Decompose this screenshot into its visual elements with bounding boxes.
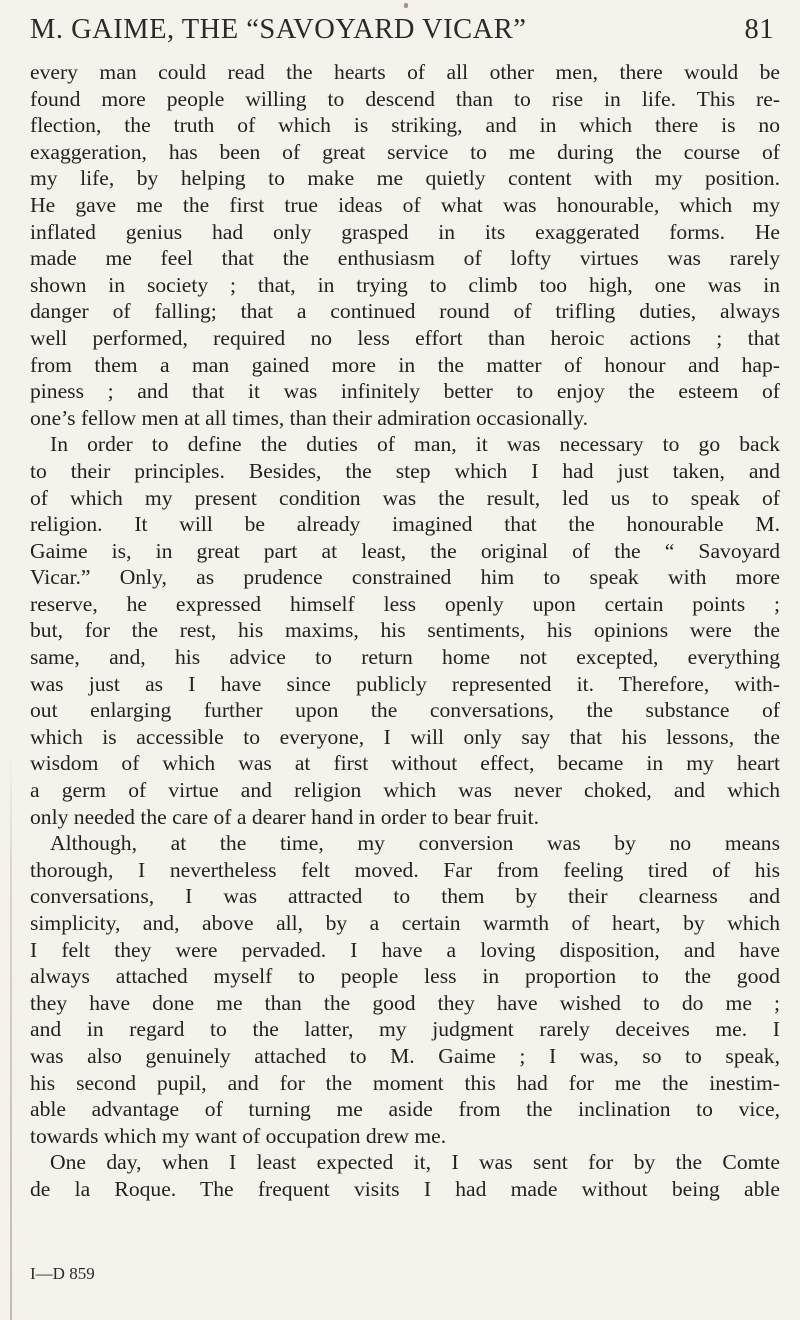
text-line: shown in society ; that, in trying to climb too high, one was in	[30, 272, 780, 297]
text-line: and in regard to the latter, my judgment rarely deceives me. I	[30, 1017, 780, 1042]
text-line: was also genuinely attached to M. Gaime ; I was, so to speak,	[30, 1043, 780, 1068]
text-line: to their principles. Besides, the step which I had just taken, and	[30, 458, 780, 483]
text-line: his second pupil, and for the moment this had for me the inestim-	[30, 1070, 780, 1095]
text-line: Vicar.” Only, as prudence constrained him to speak with more	[30, 565, 780, 590]
text-line: out enlarging further upon the conversations, the substance of	[30, 698, 780, 723]
text-line: made me feel that the enthusiasm of lofty virtues was rarely	[30, 246, 780, 271]
text-line: my life, by helping to make me quietly content with my position.	[30, 166, 780, 191]
text-line: but, for the rest, his maxims, his sentiments, his opinions were the	[30, 618, 780, 643]
text-line: a germ of virtue and religion which was never choked, and which	[30, 778, 780, 803]
text-line: exaggeration, has been of great service to me during the course of	[30, 139, 780, 164]
text-line: One day, when I least expected it, I was sent for by the Comte	[50, 1150, 780, 1175]
text-line: In order to define the duties of man, it was necessary to go back	[50, 432, 780, 457]
text-line: same, and, his advice to return home not excepted, everything	[30, 645, 780, 670]
text-line: towards which my want of occupation drew me.	[30, 1123, 447, 1148]
text-line: Although, at the time, my conversion was by no means	[50, 831, 780, 856]
text-line: only needed the care of a dearer hand in order to bear fruit.	[30, 804, 540, 829]
printer-signature: I—D 859	[30, 1264, 95, 1283]
text-line: flection, the truth of which is striking, and in which there is no	[30, 113, 780, 138]
text-line: de la Roque. The frequent visits I had made without being able	[30, 1176, 780, 1201]
text-line: religion. It will be already imagined that the honourable M.	[30, 512, 780, 537]
text-line: which is accessible to everyone, I will only say that his lessons, the	[30, 724, 780, 749]
text-line: wisdom of which was at first without effect, became in my heart	[30, 751, 780, 776]
text-line: He gave me the first true ideas of what was honourable, which my	[30, 192, 780, 217]
text-line: conversations, I was attracted to them by their clearness and	[30, 884, 780, 909]
printer-mark	[404, 3, 408, 8]
text-line: simplicity, and, above all, by a certain warmth of heart, by which	[30, 911, 780, 935]
running-title: M. GAIME, THE “SAVOYARD VICAR”	[30, 14, 527, 45]
text-line: well performed, required no less effort than heroic actions ; that	[30, 325, 780, 350]
page-number: 81	[744, 14, 774, 45]
text-line: of which my present condition was the result, led us to speak of	[30, 485, 780, 510]
text-line: piness ; and that it was infinitely better to enjoy the esteem of	[30, 379, 780, 404]
text-line: inflated genius had only grasped in its exaggerated forms. He	[30, 219, 780, 244]
text-line: from them a man gained more in the matter of honour and hap-	[30, 352, 780, 377]
text-line: was just as I have since publicly represented it. Therefore, with-	[30, 671, 780, 696]
text-line: Gaime is, in great part at least, the original of the “ Savoyard	[30, 538, 780, 563]
binding-edge-shadow	[10, 750, 12, 1320]
running-head	[30, 14, 774, 54]
text-line: thorough, I nevertheless felt moved. Far from feeling tired of his	[30, 857, 780, 882]
text-line: able advantage of turning me aside from the inclination to vice,	[30, 1097, 780, 1122]
text-line: reserve, he expressed himself less openly upon certain points ;	[30, 591, 780, 616]
text-line: they have done me than the good they have wished to do me ;	[30, 990, 780, 1015]
text-line: found more people willing to descend than to rise in life. This re-	[30, 86, 780, 111]
text-line: danger of falling; that a continued round of trifling duties, always	[30, 299, 780, 324]
body-text	[30, 59, 780, 1203]
text-line: always attached myself to people less in proportion to the good	[30, 964, 780, 989]
text-line: I felt they were pervaded. I have a loving disposition, and have	[30, 937, 780, 962]
text-line: every man could read the hearts of all other men, there would be	[30, 60, 780, 84]
text-line: one’s fellow men at all times, than their admiration occasionally.	[30, 405, 589, 430]
